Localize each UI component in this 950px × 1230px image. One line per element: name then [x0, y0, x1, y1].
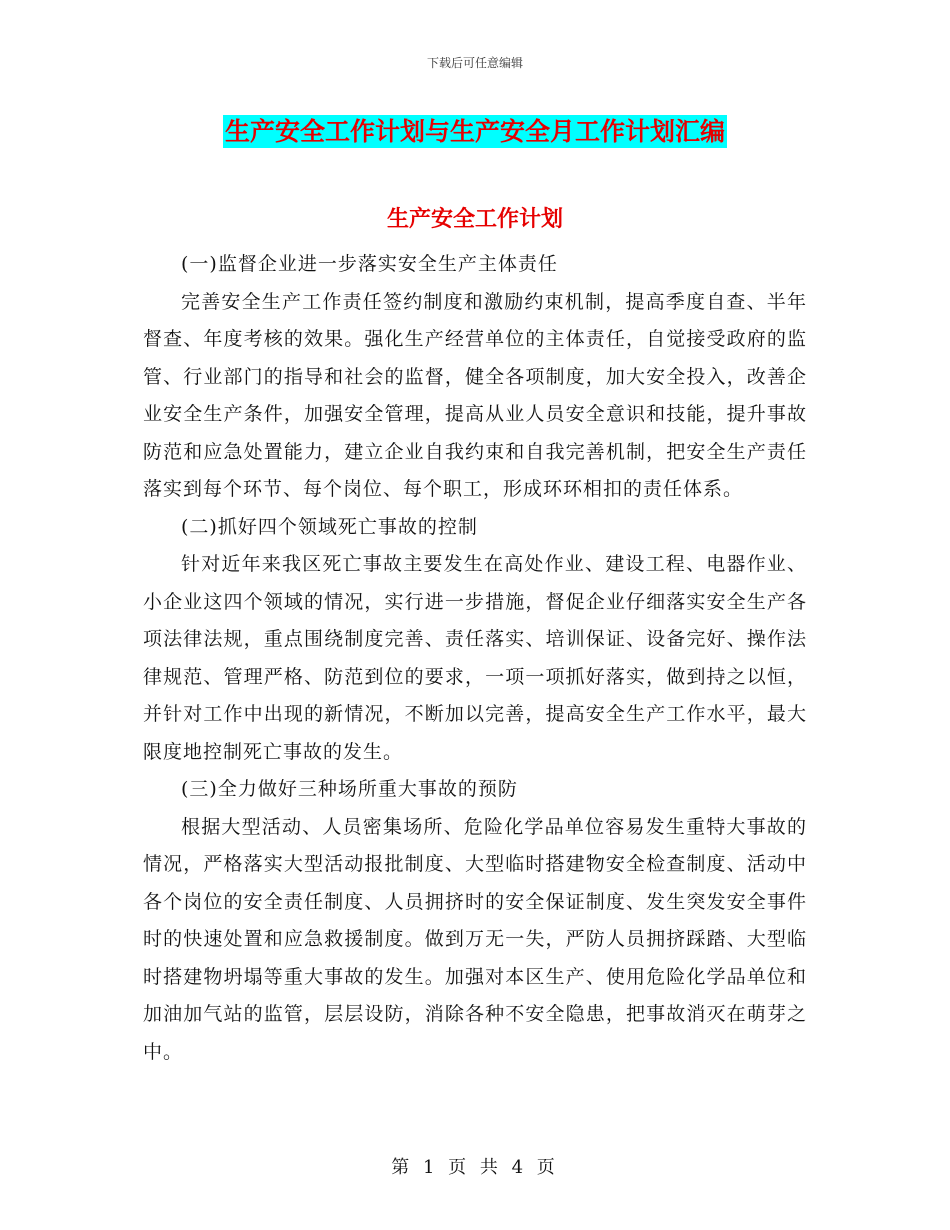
section-heading-1: (一)监督企业进一步落实安全生产主体责任 [181, 253, 558, 275]
paragraph-2: 针对近年来我区死亡事故主要发生在高处作业、建设工程、电器作业、小企业这四个领域的情况，实行进一步措施，督促企业仔细落实安全生产各项法律法规，重点围绕制度完善、责任落实、培训保证、设备完好、操作法律规范、管理严格、防范到位的要求，一项一项抓好落实，做到持之以恒，并针对工作中出现的新情况，不断加以完善，提高安全生产工作水平，最大限度地控制死亡事故的发生。 [143, 553, 807, 763]
document-body [143, 246, 807, 1071]
main-title-text: 生产安全工作计划与生产安全月工作计划汇编 [224, 117, 725, 146]
section-heading-3: (三)全力做好三种场所重大事故的预防 [181, 778, 518, 800]
header-note: 下载后可任意编辑 [426, 56, 523, 70]
section-title: 生产安全工作计划 [386, 207, 563, 232]
paragraph-1: 完善安全生产工作责任签约制度和激励约束机制，提高季度自查、半年督查、年度考核的效果。强化生产经营单位的主体责任，自觉接受政府的监管、行业部门的指导和社会的监督，健全各项制度，加大安全投入，改善企业安全生产条件，加强安全管理，提高从业人员安全意识和技能，提升事故防范和应急处置能力，建立企业自我约束和自我完善机制，把安全生产责任落实到每个环节、每个岗位、每个职工，形成环环相扣的责任体系。 [143, 290, 807, 500]
section-heading-2: (二)抓好四个领域死亡事故的控制 [181, 515, 478, 538]
paragraph-3: 根据大型活动、人员密集场所、危险化学品单位容易发生重特大事故的情况，严格落实大型活动报批制度、大型临时搭建物安全检查制度、活动中各个岗位的安全责任制度、人员拥挤时的安全保证制度、发生突发安全事件时的快速处置和应急救援制度。做到万无一失，严防人员拥挤踩踏、大型临时搭建物坍塌等重大事故的发生。加强对本区生产、使用危险化学品单位和加油加气站的监管，层层设防，消除各种不安全隐患，把事故消灭在萌芽之中。 [143, 815, 807, 1063]
main-title [0, 112, 950, 148]
page-footer: 第 1 页 共 4 页 [391, 1157, 559, 1178]
